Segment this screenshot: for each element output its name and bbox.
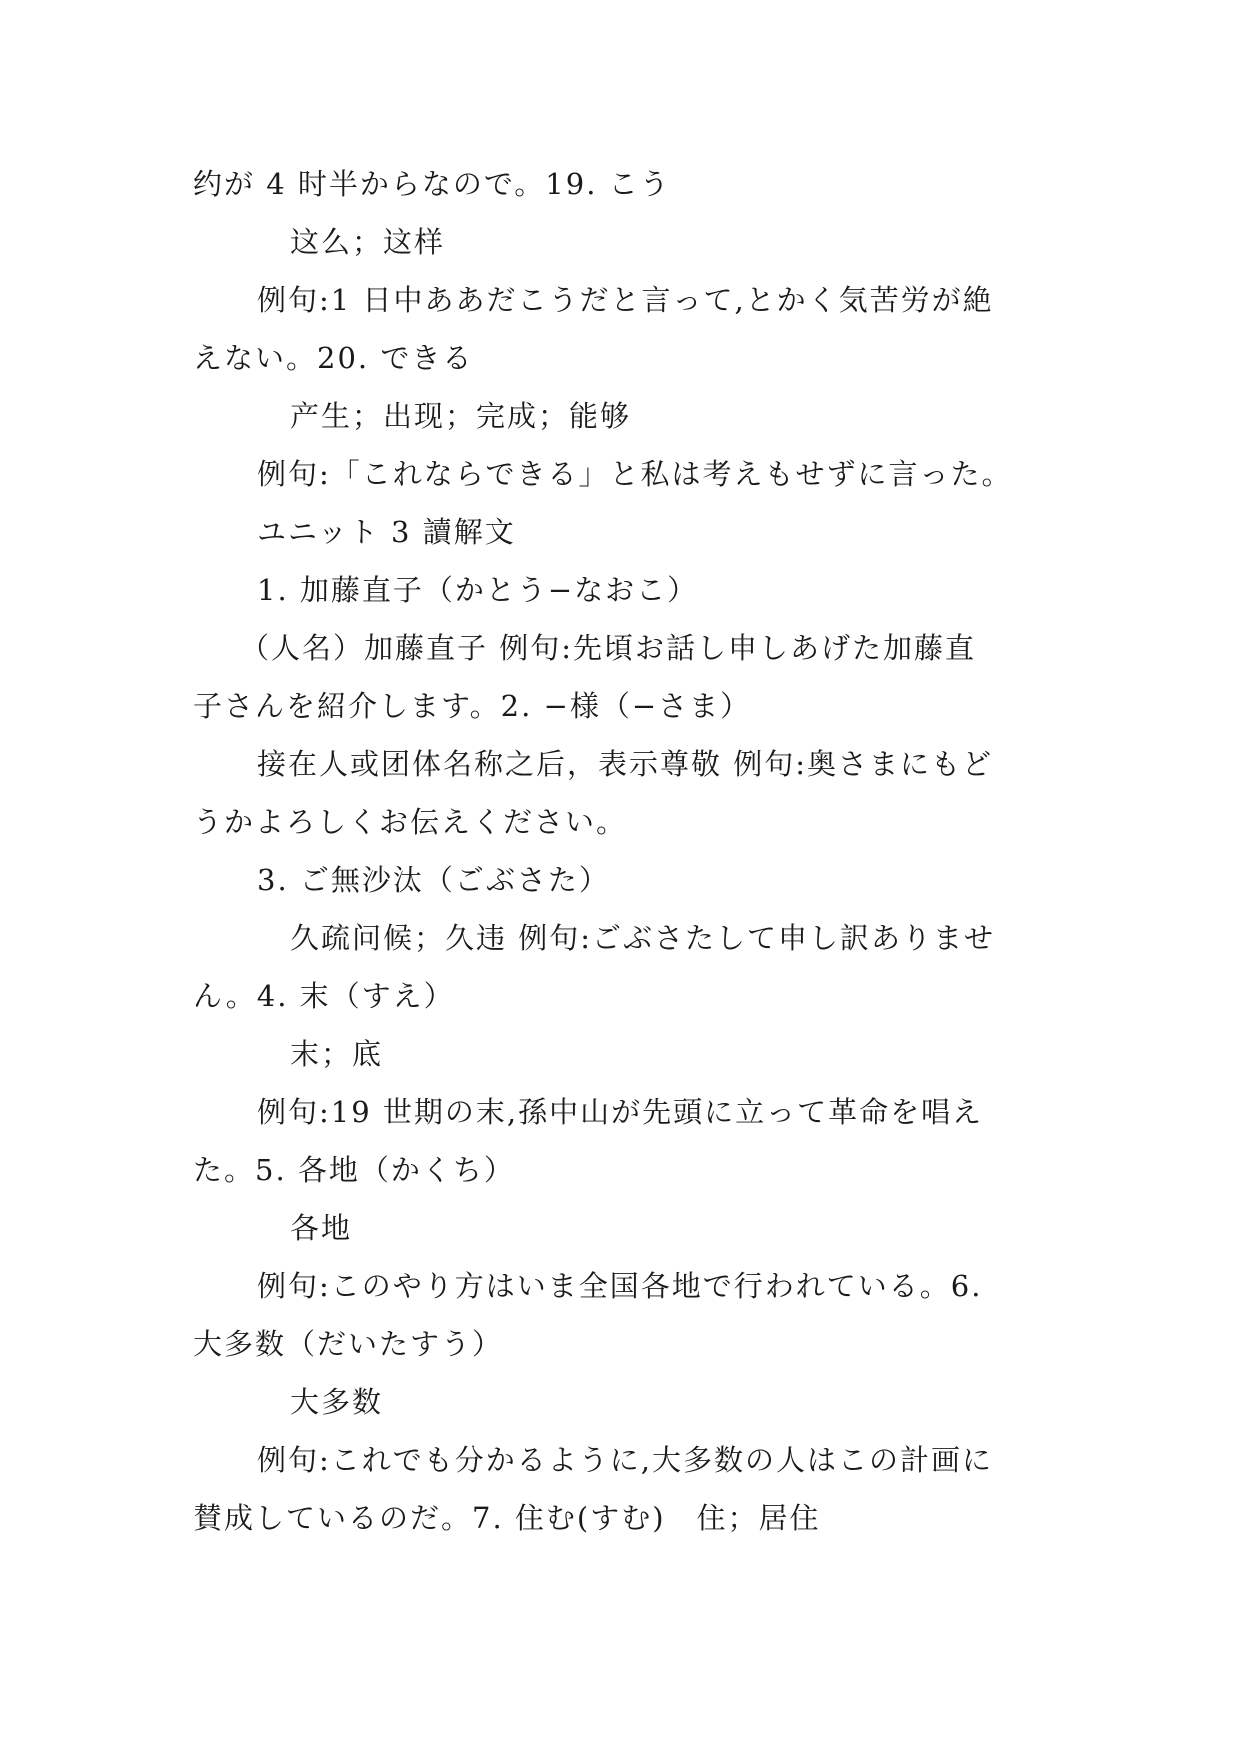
text-line-7: ユニット 3 讀解文: [257, 515, 516, 549]
text-line-6: 例句:「これならできる」と私は考えもせずに言った。: [257, 457, 1013, 491]
text-line-22: 大多数: [290, 1385, 384, 1419]
text-line-17: 例句:19 世期の末,孫中山が先頭に立って革命を唱え: [257, 1095, 984, 1129]
text-line-20: 例句:このやり方はいま全国各地で行われている。6.: [257, 1269, 983, 1303]
text-line-1: 约が 4 时半からなので。19. こう: [193, 167, 671, 201]
text-line-8: 1. 加藤直子（かとう−なおこ）: [257, 573, 699, 607]
text-line-10: 子さんを紹介します。2. −様（−さま）: [193, 689, 752, 723]
text-line-4: えない。20. できる: [193, 341, 474, 375]
text-line-2: 这么；这样: [290, 225, 446, 259]
text-line-14: 久疏问候；久违 例句:ごぶさたして申し訳ありませ: [290, 921, 995, 955]
text-line-19: 各地: [290, 1211, 353, 1245]
text-line-13: 3. ご無沙汰（ごぶさた）: [257, 863, 610, 897]
text-line-3: 例句:1 日中ああだこうだと言って,とかく気苦労が絶: [257, 283, 994, 317]
text-line-5: 产生；出现；完成；能够: [290, 399, 632, 433]
text-line-15: ん。4. 末（すえ）: [193, 979, 455, 1013]
text-line-11: 接在人或团体名称之后，表示尊敬 例句:奥さまにもど: [257, 747, 993, 781]
text-line-21: 大多数（だいたすう）: [193, 1327, 504, 1361]
text-line-16: 末；底: [290, 1037, 384, 1071]
text-line-24: 賛成しているのだ。7. 住む(すむ) 住；居住: [193, 1501, 821, 1535]
text-line-18: た。5. 各地（かくち）: [193, 1153, 515, 1187]
text-line-23: 例句:これでも分かるように,大多数の人はこの計画に: [257, 1443, 993, 1477]
text-line-9: （人名）加藤直子 例句:先頃お話し申しあげた加藤直: [240, 631, 976, 665]
text-line-12: うかよろしくお伝えください。: [193, 805, 628, 839]
